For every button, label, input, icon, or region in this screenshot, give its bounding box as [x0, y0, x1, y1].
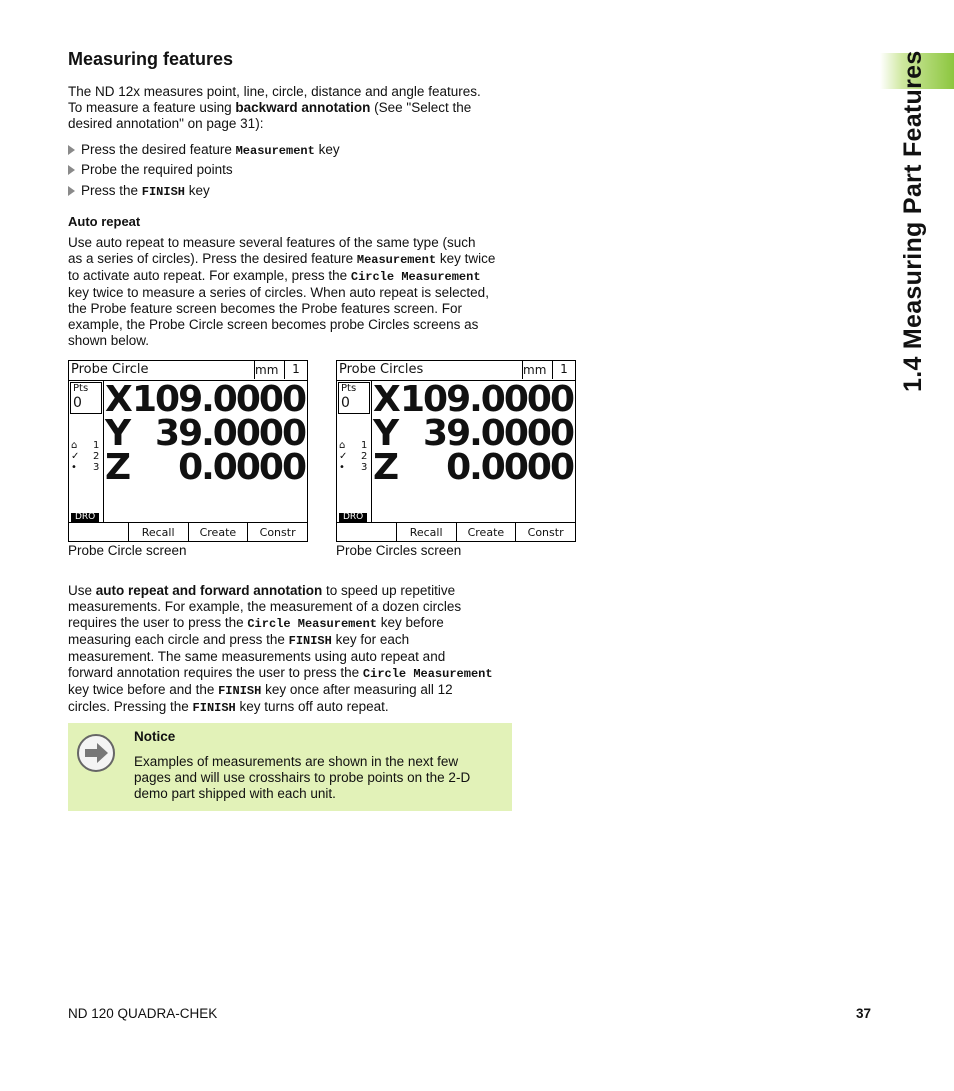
bullet-arrow-icon: [68, 165, 75, 175]
points-box: Pts 0: [338, 382, 370, 414]
axis-z-label: Z: [373, 447, 399, 488]
softkey-blank[interactable]: [69, 523, 128, 542]
axis-y-label: Y: [373, 413, 399, 454]
arrow-right-icon: [77, 734, 115, 772]
dro-tab: DRO: [339, 513, 367, 522]
x-value: 109.0000: [131, 379, 305, 420]
softkey-recall[interactable]: Recall: [128, 523, 188, 542]
auto-repeat-paragraph: Use auto repeat to measure several features of the same type (such as a series of circles). Press the desired feature Measurement key twice to activate auto repeat. For example, press the Circle Measurement key twice to measure a series of circles. When auto repeat is selected, the Probe feature screen becomes the Probe features screen. For example, the Probe Circle screen becomes probe Circles screens as shown below.: [68, 235, 496, 348]
unit-indicator: mm: [255, 363, 279, 377]
dro-tab: DRO: [71, 513, 99, 522]
point-numbers: 1 2 3: [361, 440, 368, 473]
forward-annotation-paragraph: Use auto repeat and forward annotation to speed up repetitive measurements. For example, the measurement of a dozen circles requires the user to press the Circle Measurement key before measuring each circle and press the FINISH key for each measurement. The same measurements using auto repeat and forward annotation requires the user to press the Circle Measurement key twice before and the FINISH key once after measuring all 12 circles. Pressing the FINISH key turns off auto repeat.: [68, 583, 493, 715]
probe-circle-screen: [68, 360, 308, 542]
screen-sidebar: [69, 380, 104, 522]
softkey-create[interactable]: Create: [188, 523, 248, 542]
annotation-indicator: 1: [552, 361, 575, 379]
annotation-indicator: 1: [284, 361, 307, 379]
y-value: 39.0000: [423, 413, 573, 454]
screen-title: Probe Circles: [339, 362, 424, 377]
point-numbers: 1 2 3: [93, 440, 100, 473]
z-value: 0.0000: [446, 447, 573, 488]
footer-product-name: ND 120 QUADRA-CHEK: [68, 1006, 218, 1021]
softkey-constr[interactable]: Constr: [247, 523, 307, 542]
step-3: Press the FINISH key: [68, 183, 210, 199]
bullet-arrow-icon: [68, 145, 75, 155]
points-box: Pts 0: [70, 382, 102, 414]
step-2: Probe the required points: [68, 162, 233, 177]
softkey-constr[interactable]: Constr: [515, 523, 575, 542]
unit-indicator: mm: [523, 363, 547, 377]
probe-icons: ⌂ ✓ •: [71, 440, 80, 473]
axis-x-label: X: [105, 379, 132, 420]
step-1: Press the desired feature Measurement key: [68, 142, 340, 158]
notice-box: [68, 723, 512, 811]
softkey-row: [337, 522, 575, 542]
softkey-row: [69, 522, 307, 542]
softkey-blank[interactable]: [337, 523, 396, 542]
screen-caption: Probe Circles screen: [336, 543, 462, 558]
y-value: 39.0000: [155, 413, 305, 454]
bullet-arrow-icon: [68, 186, 75, 196]
auto-repeat-heading: Auto repeat: [68, 214, 141, 229]
intro-paragraph: The ND 12x measures point, line, circle, distance and angle features. To measure a feature using backward annotation (See "Select the desired annotation" on page 31):: [68, 84, 481, 131]
x-value: 109.0000: [399, 379, 573, 420]
screen-sidebar: [337, 380, 372, 522]
softkey-recall[interactable]: Recall: [396, 523, 456, 542]
notice-title: Notice: [134, 729, 176, 744]
notice-text: Examples of measurements are shown in the next few pages and will use crosshairs to probe points on the 2-D demo part shipped with each unit.: [134, 754, 471, 801]
section-heading: Measuring features: [68, 49, 234, 69]
page-number: 37: [856, 1006, 872, 1021]
screen-caption: Probe Circle screen: [68, 543, 187, 558]
probe-circles-screen: [336, 360, 576, 542]
axis-x-label: X: [373, 379, 400, 420]
axis-y-label: Y: [105, 413, 131, 454]
screen-title: Probe Circle: [71, 362, 149, 377]
softkey-create[interactable]: Create: [456, 523, 516, 542]
z-value: 0.0000: [178, 447, 305, 488]
probe-icons: ⌂ ✓ •: [339, 440, 348, 473]
chapter-side-title: 1.4 Measuring Part Features: [899, 50, 927, 392]
axis-z-label: Z: [105, 447, 131, 488]
